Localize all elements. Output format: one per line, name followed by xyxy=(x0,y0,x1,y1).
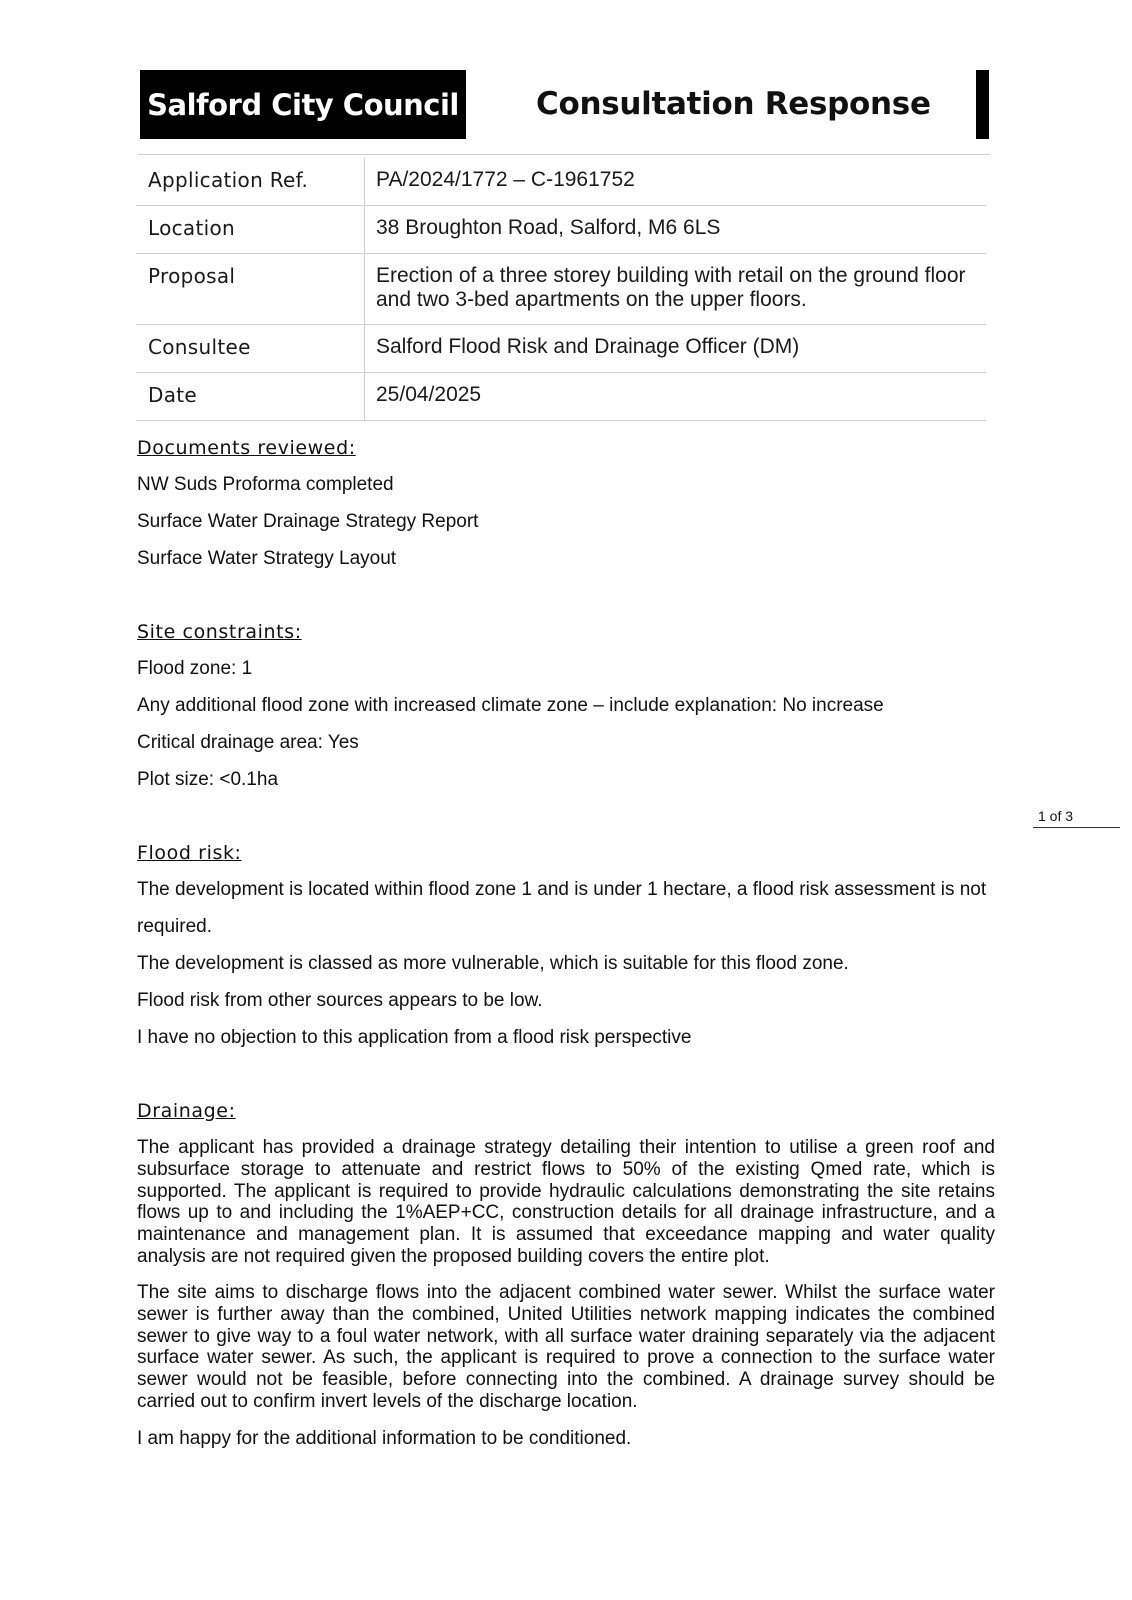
application-ref-label: Application Ref. xyxy=(136,158,365,206)
document-title: Consultation Response xyxy=(536,86,931,122)
date-label: Date xyxy=(136,373,365,421)
consultee-label: Consultee xyxy=(136,325,365,373)
table-row xyxy=(136,206,986,254)
flood-risk-heading: Flood risk: xyxy=(137,842,242,864)
council-name: Salford City Council xyxy=(147,87,459,122)
page-number-rule xyxy=(1033,827,1120,828)
proposal-label: Proposal xyxy=(136,254,365,325)
table-top-rule xyxy=(138,154,990,155)
list-item: Any additional flood zone with increased climate zone – include explanation: No increase xyxy=(137,695,884,716)
application-ref-value: PA/2024/1772 – C-1961752 xyxy=(365,158,987,206)
list-item: I have no objection to this application from a flood risk perspective xyxy=(137,1027,692,1048)
title-accent-bar xyxy=(976,70,989,139)
list-item: The development is classed as more vulnerable, which is suitable for this flood zone. xyxy=(137,953,849,974)
list-item: NW Suds Proforma completed xyxy=(137,474,394,495)
location-value: 38 Broughton Road, Salford, M6 6LS xyxy=(365,206,987,254)
list-item: Surface Water Drainage Strategy Report xyxy=(137,511,479,532)
consultee-value: Salford Flood Risk and Drainage Officer (DM) xyxy=(365,325,987,373)
list-item: Plot size: <0.1ha xyxy=(137,769,279,790)
date-value: 25/04/2025 xyxy=(365,373,987,421)
proposal-value: Erection of a three storey building with retail on the ground floor and two 3-bed apartments on the upper floors. xyxy=(365,254,987,325)
drainage-heading: Drainage: xyxy=(137,1100,236,1122)
page-number: 1 of 3 xyxy=(1038,808,1074,824)
location-label: Location xyxy=(136,206,365,254)
table-row xyxy=(136,254,986,325)
list-item: Surface Water Strategy Layout xyxy=(137,548,397,569)
list-item: required. xyxy=(137,916,212,937)
drainage-paragraph: The site aims to discharge flows into the adjacent combined water sewer. Whilst the surface water sewer is further away than the combined, United Utilities network mapping indicates the combined sewer to give way to a foul water network, with all surface water draining separately via the adjacent surface water sewer. As such, the applicant is required to prove a connection to the surface water sewer would not be feasible, before connecting into the combined. A drainage survey should be carried out to confirm invert levels of the discharge location. xyxy=(137,1282,995,1412)
list-item: Critical drainage area: Yes xyxy=(137,732,359,753)
drainage-paragraph: I am happy for the additional information to be conditioned. xyxy=(137,1428,632,1449)
council-logo xyxy=(140,70,466,139)
list-item: Flood risk from other sources appears to be low. xyxy=(137,990,543,1011)
list-item: The development is located within flood zone 1 and is under 1 hectare, a flood risk assessment is not xyxy=(137,879,987,900)
drainage-paragraph: The applicant has provided a drainage strategy detailing their intention to utilise a green roof and subsurface storage to attenuate and restrict flows to 50% of the existing Qmed rate, which is supported. The applicant is required to provide hydraulic calculations demonstrating the site retains flows up to and including the 1%AEP+CC, construction details for all drainage infrastructure, and a maintenance and management plan. It is assumed that exceedance mapping and water quality analysis are not required given the proposed building covers the entire plot. xyxy=(137,1137,995,1267)
application-info-table xyxy=(136,158,986,421)
documents-reviewed-heading: Documents reviewed: xyxy=(137,437,356,459)
table-row xyxy=(136,373,986,421)
list-item: Flood zone: 1 xyxy=(137,658,253,679)
table-row xyxy=(136,325,986,373)
site-constraints-heading: Site constraints: xyxy=(137,621,302,643)
table-row xyxy=(136,158,986,206)
